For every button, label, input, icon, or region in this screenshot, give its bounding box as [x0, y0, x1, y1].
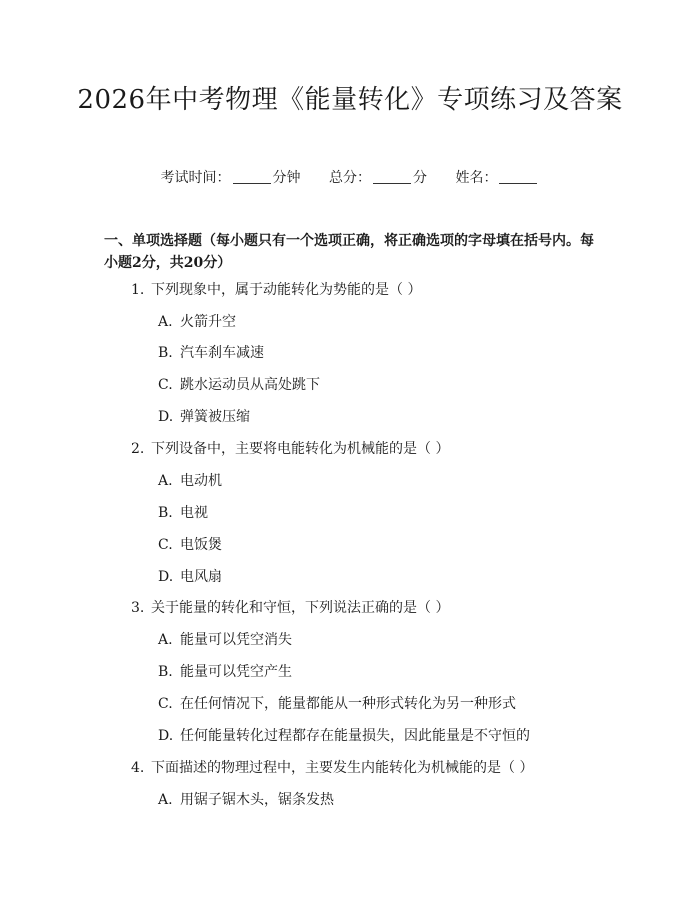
- question-number: 1.: [131, 282, 145, 298]
- option-letter: A.: [158, 632, 173, 648]
- option: [158, 312, 236, 332]
- option-text: 用锯子锯木头，锯条发热: [180, 792, 334, 808]
- option-text: 电视: [180, 505, 208, 521]
- option: [158, 535, 222, 555]
- option: [158, 471, 222, 491]
- student-name-blank: [499, 169, 537, 184]
- student-name-field: [455, 168, 539, 188]
- option: [158, 790, 334, 810]
- option-letter: C.: [158, 696, 173, 712]
- option-letter: D.: [158, 569, 174, 585]
- option-letter: B.: [158, 345, 173, 361]
- option-text: 能量可以凭空产生: [180, 664, 292, 680]
- option: [158, 662, 292, 682]
- student-name-label: 姓名：: [455, 170, 498, 186]
- question-stem: [131, 758, 533, 778]
- exam-time-blank: [233, 169, 271, 184]
- option-text: 跳水运动员从高处跳下: [180, 377, 320, 393]
- page-title: 2026年中考物理《能量转化》专项练习及答案: [77, 85, 623, 115]
- option-text: 弹簧被压缩: [180, 409, 250, 425]
- option-text: 能量可以凭空消失: [180, 632, 292, 648]
- total-score-blank: [373, 169, 411, 184]
- option-text: 电动机: [180, 473, 222, 489]
- question-text: 下面描述的物理过程中，主要发生内能转化为机械能的是（ ）: [151, 760, 534, 776]
- option-letter: D.: [158, 409, 174, 425]
- option-letter: B.: [158, 664, 173, 680]
- exam-time-unit: 分钟: [272, 170, 301, 186]
- option-text: 火箭升空: [180, 314, 236, 330]
- option-letter: A.: [158, 473, 173, 489]
- question-text: 下列现象中，属于动能转化为势能的是（ ）: [151, 282, 422, 298]
- section-heading: 一、单项选择题（每小题只有一个选项正确，将正确选项的字母填在括号内。每小题2分，共20分）: [104, 233, 594, 271]
- option-letter: C.: [158, 377, 173, 393]
- option: [158, 503, 208, 523]
- total-score-field: [329, 168, 427, 188]
- question-stem: [131, 439, 449, 459]
- total-score-label: 总分：: [329, 170, 371, 186]
- option-letter: A.: [158, 792, 173, 808]
- question-text: 关于能量的转化和守恒，下列说法正确的是（ ）: [151, 600, 450, 616]
- exam-time-field: [161, 168, 301, 188]
- option: [158, 726, 530, 746]
- option-letter: C.: [158, 537, 173, 553]
- option-text: 任何能量转化过程都存在能量损失，因此能量是不守恒的: [180, 728, 530, 744]
- option: [158, 343, 264, 363]
- option: [158, 630, 292, 650]
- option: [158, 407, 250, 427]
- question-stem: [131, 280, 421, 300]
- question-stem: [131, 598, 449, 618]
- option-letter: B.: [158, 505, 173, 521]
- total-score-unit: 分: [413, 170, 427, 186]
- question-number: 2.: [131, 441, 145, 457]
- option-text: 汽车刹车减速: [180, 345, 264, 361]
- exam-info-line: [0, 168, 700, 188]
- option-letter: A.: [158, 314, 173, 330]
- option-letter: D.: [158, 728, 174, 744]
- option: [158, 375, 320, 395]
- question-text: 下列设备中，主要将电能转化为机械能的是（ ）: [151, 441, 450, 457]
- question-number: 4.: [131, 760, 145, 776]
- question-number: 3.: [131, 600, 145, 616]
- option: [158, 567, 222, 587]
- option: [158, 694, 516, 714]
- option-text: 电饭煲: [180, 537, 222, 553]
- exam-time-label: 考试时间：: [160, 170, 231, 186]
- option-text: 电风扇: [180, 569, 222, 585]
- option-text: 在任何情况下，能量都能从一种形式转化为另一种形式: [180, 696, 516, 712]
